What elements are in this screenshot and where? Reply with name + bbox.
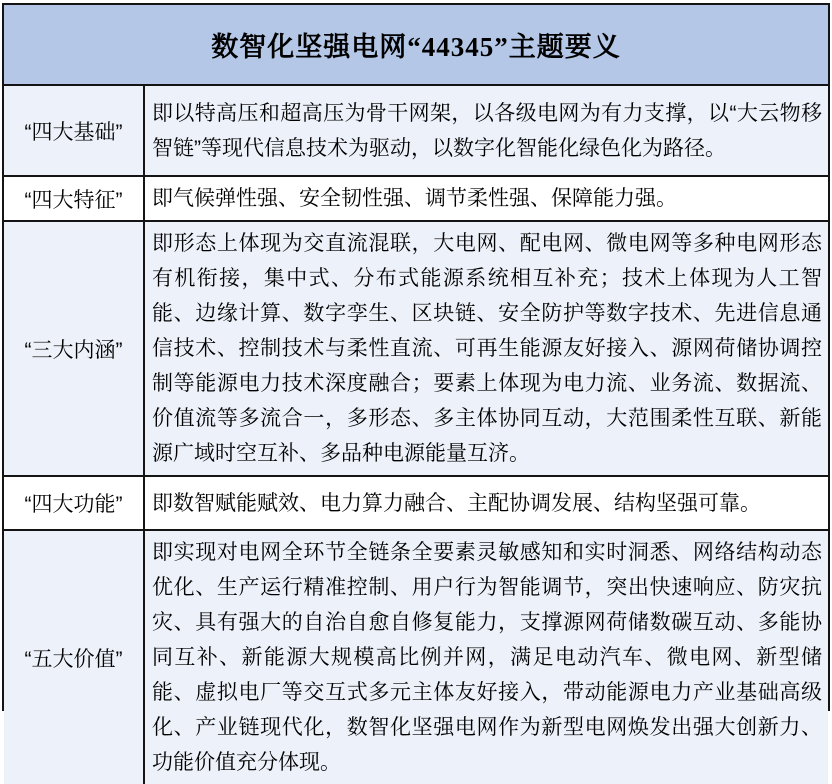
table-row xyxy=(4,86,828,177)
theme-table xyxy=(2,3,830,774)
row-content-four-characteristics: 即气候弹性强、安全韧性强、调节柔性强、保障能力强。 xyxy=(152,187,677,210)
row-label-four-foundations: “四大基础” xyxy=(4,86,145,175)
row-label-four-functions: “四大功能” xyxy=(4,477,145,529)
row-content-cell xyxy=(145,477,828,529)
row-content-three-connotations: 即形态上体现为交直流混联，大电网、配电网、微电网等多种电网形态有机衔接，集中式、分布式能源系统相互补充；技术上体现为人工智能、边缘计算、数字孪生、区块链、安全防护等数字技术、先进信息通信技术、控制技术与柔性直流、可再生能源友好接入、源网荷储协调控制等能源电力技术深度融合；要素上体现为电力流、业务流、数据流、价值流等多流合一，多形态、多主体协同互动，大范围柔性互联、新能源广域时空互补、多品种电源能量互济。 xyxy=(152,232,822,465)
row-label-three-connotations: “三大内涵” xyxy=(4,222,145,475)
row-content-four-functions: 即数智赋能赋效、电力算力融合、主配协调发展、结构坚强可靠。 xyxy=(152,491,761,515)
row-content-five-values: 即实现对电网全环节全链条全要素灵敏感知和实时洞悉、网络结构动态优化、生产运行精准控制、用户行为智能调节，突出快速响应、防灾抗灾、具有强大的自治自愈自修复能力，支撑源网荷储数碳互动、多能协同互补、新能源大规模高比例并网，满足电动汽车、微电网、新型储能、虚拟电厂等交互式多元主体友好接入，带动能源电力产业基础高级化、产业链现代化，数智化坚强电网作为新型电网焕发出强大创新力、功能价值充分体现。 xyxy=(152,541,822,774)
table-row xyxy=(4,177,828,222)
row-content-cell xyxy=(145,177,828,220)
table-row xyxy=(4,477,828,531)
row-label-five-values: “五大价值” xyxy=(4,531,145,784)
table-title: 数智化坚强电网“44345”主题要义 xyxy=(211,32,621,62)
table-row xyxy=(4,531,828,784)
row-content-cell xyxy=(145,86,828,175)
table-header-row xyxy=(4,5,828,86)
row-content-cell xyxy=(145,531,828,784)
row-content-four-foundations: 即以特高压和超高压为骨干网架，以各级电网为有力支撑，以“大云物移智链”等现代信息技术为驱动，以数字化智能化绿色化为路径。 xyxy=(152,101,822,160)
table-row xyxy=(4,222,828,477)
row-content-cell xyxy=(145,222,828,475)
row-label-four-characteristics: “四大特征” xyxy=(4,177,145,220)
